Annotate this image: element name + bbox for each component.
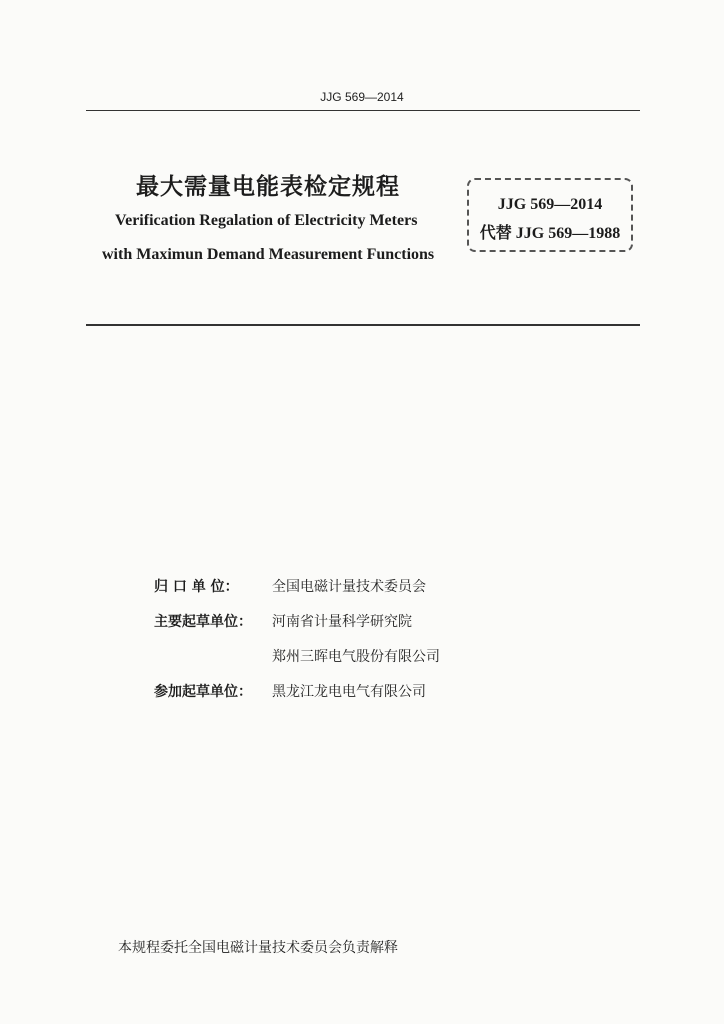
- top-divider: [86, 110, 640, 111]
- header-standard-code: JJG 569—2014: [320, 90, 404, 104]
- middle-divider: [86, 324, 640, 326]
- standard-code-box: [467, 178, 633, 252]
- replaced-standard-code: 代替 JJG 569—1988: [479, 225, 621, 242]
- main-drafting-unit-value-1: 河南省计量科学研究院: [272, 614, 412, 630]
- participating-unit-value: 黑龙江龙电电气有限公司: [272, 684, 426, 700]
- title-chinese: 最大需量电能表检定规程: [136, 174, 400, 200]
- responsible-unit-value: 全国电磁计量技术委员会: [272, 579, 426, 595]
- title-english-line1: Verification Regalation of Electricity Meters: [115, 212, 418, 229]
- standard-code: JJG 569—2014: [497, 196, 603, 213]
- main-drafting-unit-label: 主要起草单位：: [154, 614, 252, 630]
- participating-unit-label: 参加起草单位：: [154, 684, 252, 700]
- main-drafting-unit-value-2: 郑州三晖电气股份有限公司: [272, 649, 440, 665]
- responsible-unit-label: 归 口 单 位：: [154, 579, 239, 595]
- interpretation-note: 本规程委托全国电磁计量技术委员会负责解释: [118, 940, 398, 956]
- title-english-line2: with Maximun Demand Measurement Functions: [102, 246, 435, 263]
